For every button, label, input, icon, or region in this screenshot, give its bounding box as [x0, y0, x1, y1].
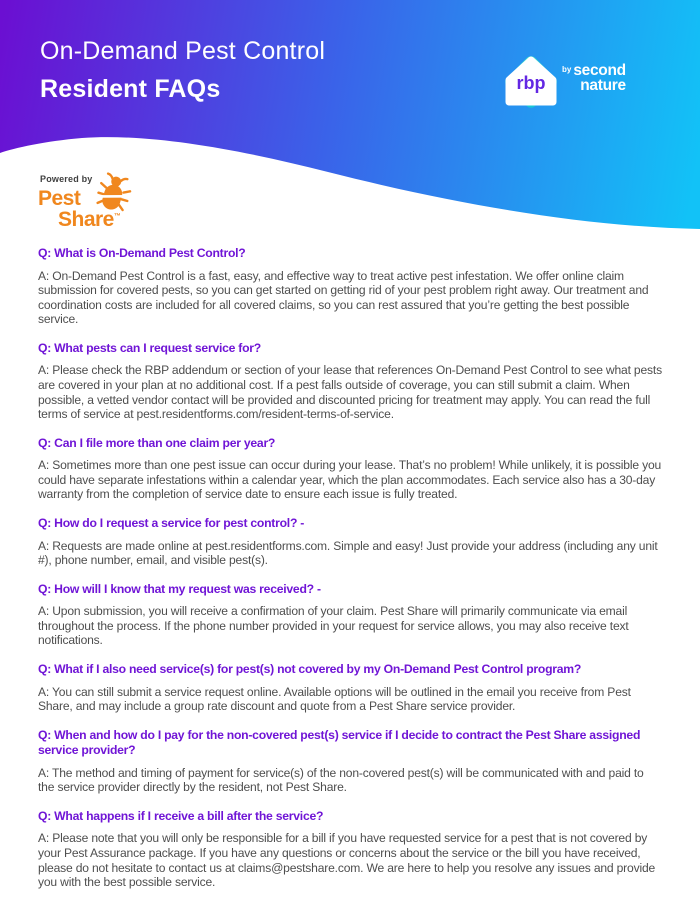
question-heading: Q: How do I request a service for pest control? - [38, 516, 305, 531]
pest-share-word2: Share™ [58, 208, 121, 231]
pest-share-logo [38, 172, 148, 236]
second-nature-line2: nature [580, 76, 626, 94]
page-subtitle: Resident FAQs [40, 75, 221, 103]
faq-item [38, 341, 662, 422]
second-nature-logo [562, 64, 626, 95]
answer-text: A: Please check the RBP addendum or section of your lease that references On-Demand Pest Control to see what pests are covered in your plan at no additional cost. If a pest falls outside of coverage, you can still submit a claim. When possible, a vetted vendor contact will be provided and discounted pricing for treatment may apply. You can read the full terms of service at pest.residentforms.com/resident-terms-of-service. [38, 363, 662, 422]
question-heading: Q: What is On-Demand Pest Control? [38, 246, 246, 260]
faq-item [38, 516, 662, 568]
faq-item [38, 246, 662, 327]
question-heading: Q: When and how do I pay for the non-covered pest(s) service if I decide to contract the Pest Share assigned service provider? [38, 727, 641, 758]
second-nature-line1: second [573, 62, 626, 79]
second-nature-by: by [562, 65, 572, 74]
pest-share-word1: Pest [38, 187, 81, 210]
faq-item [38, 728, 662, 795]
answer-text: A: Requests are made online at pest.residentforms.com. Simple and easy! Just provide your address (including any unit #), phone number, email, and visible pest(s). [38, 538, 658, 568]
faq-item [38, 809, 662, 890]
question-heading: Q: What happens if I receive a bill after the service? [38, 808, 324, 823]
answer-text: A: Upon submission, you will receive a confirmation of your claim. Pest Share will primarily communicate via email throughout the process. If the phone number provided in your request for service allows, you may also receive text notifications. [38, 604, 629, 648]
answer-text: A: On-Demand Pest Control is a fast, easy, and effective way to treat active pest infestation. We offer online claim submission for covered pests, so you can get started on getting rid of your pest problem right away. Our treatment and coordination costs are included for all covered claims, so you can rest assured that you’re getting the best possible service. [38, 268, 649, 327]
rbp-logo-icon [500, 46, 562, 116]
answer-text: A: The method and timing of payment for service(s) of the non-covered pest(s) will be communicated with and paid to the service provider directly by the resident, not Pest Share. [38, 765, 644, 795]
brand-logos [500, 46, 665, 116]
trademark-symbol: ™ [113, 213, 121, 220]
question-heading: Q: Can I file more than one claim per year? [38, 435, 276, 450]
question-heading: Q: What if I also need service(s) for pest(s) not covered by my On-Demand Pest Control program? [38, 662, 582, 676]
page-title: On-Demand Pest Control [40, 37, 326, 65]
header-text [40, 36, 325, 104]
answer-text: A: You can still submit a service request online. Available options will be outlined in the email you receive from Pest Share, and may include a group rate discount and quote from a Pest Share service provider. [38, 684, 631, 714]
answer-text: A: Please note that you will only be responsible for a bill if you have requested service for a pest that is not covered by your Pest Assurance package. If you have any questions or concerns about the service or the bill you have received, please do not hesitate to contact us at claims@pestshare.com. We are here to help you resolve any issues and provide you with the best possible service. [38, 831, 656, 890]
question-heading: Q: How will I know that my request was received? - [38, 581, 321, 596]
bug-icon [96, 172, 132, 214]
faq-item [38, 582, 662, 648]
question-heading: Q: What pests can I request service for? [38, 340, 261, 355]
faq-item [38, 436, 662, 502]
faq-list [38, 246, 662, 904]
answer-text: A: Sometimes more than one pest issue can occur during your lease. That’s no problem! While unlikely, it is possible you could have separate infestations within a calendar year, which the plan accommodates. Each service also has a 30-day warranty from the completion of service date to ensure each issue is fully treated. [38, 458, 662, 502]
faq-item [38, 662, 662, 714]
rbp-logo-text: rbp [516, 73, 546, 93]
powered-by-label: Powered by [40, 174, 93, 184]
